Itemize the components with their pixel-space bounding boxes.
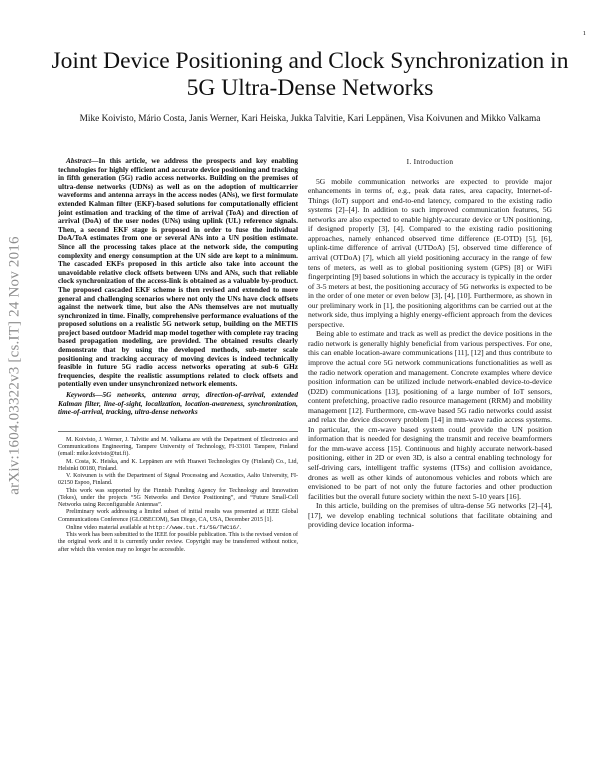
author-list: Mike Koivisto, Mário Costa, Janis Werner, Kari Heiska, Jukka Talvitie, Kari Leppänen, Visa Koivunen and Mikko Valkama bbox=[79, 114, 541, 124]
arxiv-id-text: arXiv:1604.03322v3 [cs.IT] 24 Nov 2016 bbox=[6, 235, 23, 495]
arxiv-identifier bbox=[7, 180, 23, 550]
abstract-label: Abstract bbox=[66, 156, 92, 165]
online-material-link[interactable]: http://www.tut.fi/5G/TWC16/ bbox=[148, 523, 240, 531]
abstract bbox=[58, 157, 298, 389]
paper-title: Joint Device Positioning and Clock Synchronization in 5G Ultra-Dense Networks bbox=[51, 48, 569, 101]
online-material-suffix: . bbox=[239, 524, 241, 531]
footnote-funding: This work was supported by the Finnish Funding Agency for Technology and Innovation (Tekes), under the projects “5G Networks and Device Positioning”, and “Future Small-Cell Networks using Reconfigurable Antennas”. bbox=[58, 487, 298, 509]
section-heading-introduction: I. Introduction bbox=[406, 157, 454, 166]
footnote-online-material bbox=[58, 524, 298, 532]
footnote-submission-notice: This work has been submitted to the IEEE for possible publication. This is the revised version of the original work and it is currently under review. Copyright may be transferred without notice, after which this version may no longer be accessible. bbox=[58, 532, 299, 553]
left-column bbox=[58, 157, 298, 554]
footnote-affiliation-aalto: V. Koivunen is with the Department of Signal Processing and Acoustics, Aalto University, FI-02150 Espoo, Finland. bbox=[58, 473, 298, 487]
keywords-label: Keywords bbox=[66, 390, 96, 400]
abstract-text: —In this article, we address the prospects and key enabling technologies for highly efficient and accurate device positioning and tracking in fifth generation (5G) radio access networks. Building on the premises of ultra-dense networks (UDNs) as well as on the adoption of multicarrier waveforms and antenna arrays in the access nodes (ANs), we first formulate extended Kalman filter (EKF)-based solutions for computationally efficient joint estimation and tracking of the time of arrival (ToA) and direction of arrival (DoA) of the user nodes (UNs) using uplink (UL) reference signals. Then, a second EKF stage is proposed in order to fuse the individual DoA/ToA estimates from one or several ANs into a UN position estimate. Since all the processing takes place at the network side, the computing complexity and energy consumption at the UN side are kept to a minimum. The cascaded EKFs proposed in this article also take into account the unavoidable relative clock offsets between UNs and ANs, such that reliable clock synchronization of the access-link is obtained as a valuable by-product. The proposed cascaded EKF scheme is then revised and extended to more general and challenging scenarios where not only the UNs have clock offsets against the network time, but also the ANs themselves are not mutually synchronized in time. Finally, comprehensive performance evaluations of the proposed solutions on a realistic 5G network setup, building on the METIS project based outdoor Madrid map model together with complete ray tracing based propagation modeling, are provided. The obtained results clearly demonstrate that by using the developed methods, sub-meter scale positioning and tracking accuracy of moving devices is indeed technically feasible in future 5G radio access networks operating at sub-6 GHz frequencies, despite the realistic assumptions related to clock offsets and potentially even under unsynchronized network elements. bbox=[58, 156, 298, 389]
page-number: 1 bbox=[582, 30, 586, 37]
intro-paragraph: In this article, building on the premises of ultra-dense 5G networks [2]–[4], [17], we develop enabling technical solutions that facilitate obtaining and providing device location informa- bbox=[308, 501, 552, 530]
online-material-prefix: Online video material available at bbox=[66, 524, 149, 531]
keywords bbox=[58, 391, 298, 417]
right-column bbox=[308, 158, 552, 530]
footnote-preliminary-work: Preliminary work addressing a limited subset of initial results was presented at IEEE Global Communications Conference (GLOBECOM), San Diego, CA, USA, December 2015 [1]. bbox=[58, 509, 298, 523]
footnote-affiliation-huawei: M. Costa, K. Heiska, and K. Leppänen are with Huawei Technologies Oy (Finland) Co., Ltd, Helsinki 00180, Finland. bbox=[58, 458, 298, 472]
intro-paragraph: 5G mobile communication networks are expected to provide major enhancements in terms of, e.g., peak data rates, area capacity, Internet-of-Things (IoT) support and end-to-end latency, compared to the existing radio systems [2]–[4]. In addition to such improved communication features, 5G networks are also expected to enable highly-accurate device or UN positioning, if designed properly [3], [4]. Compared to the existing radio positioning approaches, namely enhanced observed time difference (E-OTD) [5], [6], uplink-time difference of arrival (UTDoA) [5], observed time difference of arrival (OTDoA) [7], which all yield positioning accuracy in the range of few tens of meters, as well as to global positioning system (GPS) [8] or WiFi fingerprinting [9] based solutions in which the accuracy is typically in the order of 3-5 meters at best, the positioning accuracy of 5G networks is expected to be in the order of one meter or even below [3], [4], [10]. Furthermore, as shown in our preliminary work in [1], the positioning algorithms can be carried out at the network side, thus implying a highly energy-efficient approach from the devices perspective. bbox=[308, 176, 552, 329]
intro-paragraph: Being able to estimate and track as well as predict the device positions in the radio network is generally highly beneficial from various perspectives. For one, this can enable location-aware communications [11], [12] and thus contribute to improve the actual core 5G network communications functionalities as well as the radio network operation and management. Concrete examples where device position information can be utilized include network-enabled device-to-device (D2D) communications [13], positioning of a large number of IoT sensors, content prefetching, proactive radio resource management (RRM) and mobility management [12]. Furthermore, cm-wave based 5G radio networks could assist and relax the device discovery problem [14] in mm-wave radio access systems. In particular, the cm-wave based system could provide the UN position information that is needed for designing the transmit and receive beamformers for the mm-wave access [15]. Continuous and highly accurate network-based positioning, either in 2D or even 3D, is also a central enabling technology for self-driving cars, intelligent traffic systems (ITSs) and collision avoidance, drones as well as other kinds of autonomous vehicles and robots which are envisioned to be part of not only the future factories and other production facilities but the overall future society within the next 5-10 years [16]. bbox=[308, 329, 552, 501]
footnote-affiliation-tut: M. Koivisto, J. Werner, J. Talvitie and M. Valkama are with the Department of Electronics and Communications Engineering, Tampere University of Technology, FI-33101 Tampere, Finland (email: mike.koivisto@tut.fi). bbox=[58, 436, 298, 458]
keywords-text: —5G networks, antenna array, direction-of-arrival, extended Kalman filter, line-of-sight, localization, location-awareness, synchronization, time-of-arrival, tracking, ultra-dense networks bbox=[58, 390, 298, 417]
footnote-divider bbox=[58, 431, 298, 432]
